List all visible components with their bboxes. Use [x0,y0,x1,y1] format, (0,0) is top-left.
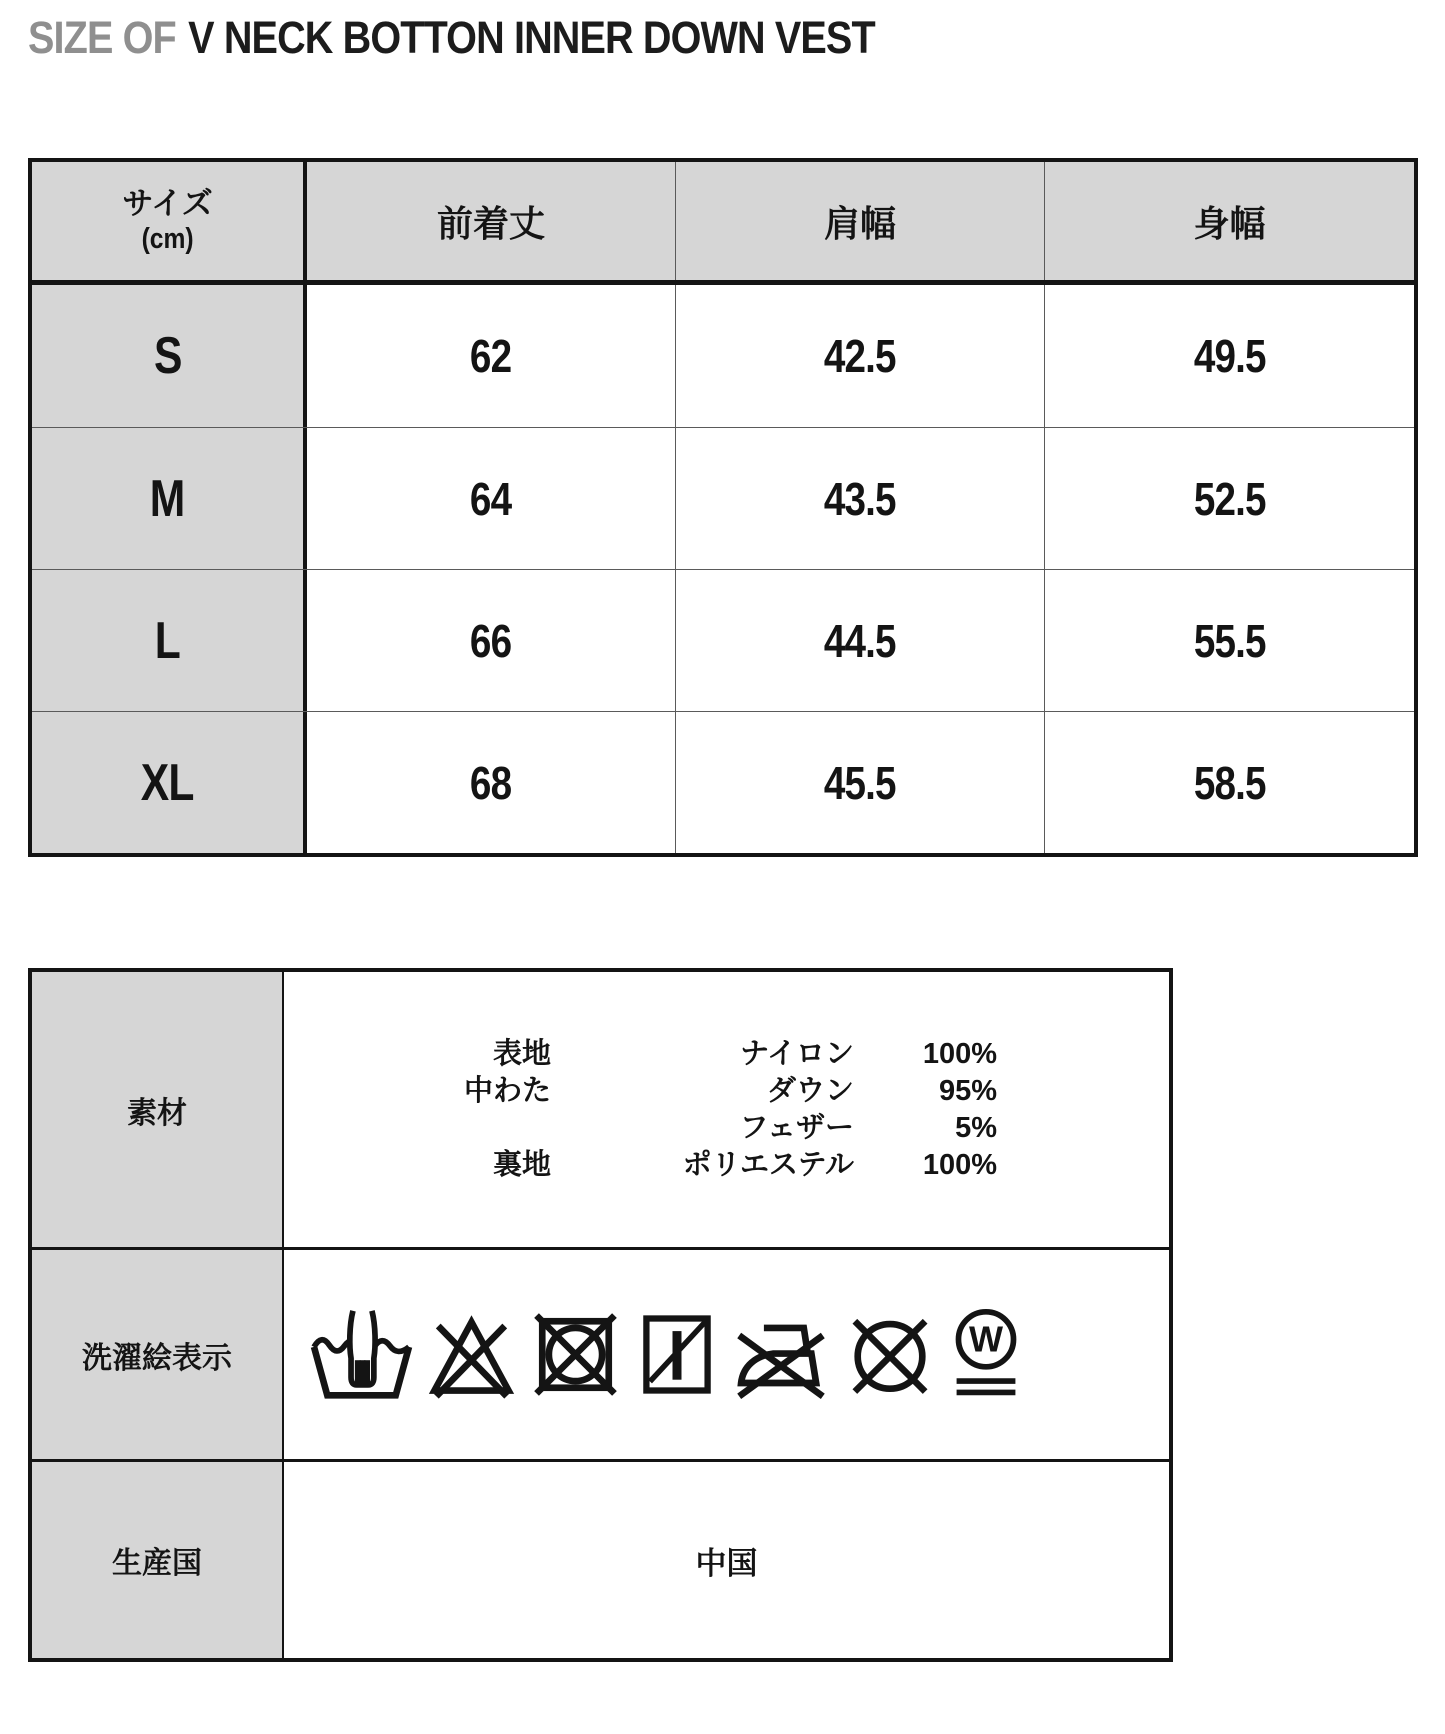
country-row [32,1459,1169,1658]
material-percent: 95% [938,1074,997,1107]
material-layer: 表地 [492,1037,551,1070]
care-symbols-row [32,1247,1169,1459]
do-not-bleach-icon [424,1307,519,1402]
size-table [28,158,1418,857]
material-row [32,972,1169,1247]
shoulder-width-value: 44.5 [824,614,896,667]
title-product-name: V NECK BOTTON INNER DOWN VEST [188,12,875,63]
page-title [28,12,875,64]
front-length-value: 62 [470,330,512,382]
size-table-header-row [32,162,1414,285]
body-width-value: 49.5 [1193,330,1266,382]
hand-wash-icon [308,1307,415,1402]
front-length-value: 68 [470,756,512,809]
size-name: XL [141,753,194,812]
material-component: ダウン [766,1074,854,1107]
size-name: S [153,327,182,385]
wet-cleaning-letter: W [968,1318,1004,1360]
shoulder-width-value: 42.5 [824,330,896,382]
material-layer: 裏地 [492,1148,551,1181]
material-component: フェザー [739,1111,854,1144]
size-label: サイズ [122,186,213,221]
country-label: 生産国 [32,1462,284,1658]
size-row-xl [32,711,1414,853]
header-cell-body-width: 身幅 [1045,162,1414,280]
care-symbols-label: 洗濯絵表示 [32,1250,284,1459]
body-width-value: 55.5 [1193,614,1266,667]
size-row-l [32,569,1414,711]
material-percent: 100% [922,1037,997,1070]
header-cell-front-length: 前着丈 [307,162,676,280]
material-layer [284,1110,551,1147]
do-not-iron-icon [731,1307,831,1402]
details-table [28,968,1173,1662]
front-length-value: 66 [470,614,512,667]
title-prefix: SIZE OF [28,12,176,63]
shoulder-width-value: 43.5 [824,472,896,525]
material-component: ナイロン [740,1037,854,1070]
care-symbols [308,1307,1023,1402]
header-cell-shoulder-width: 肩幅 [676,162,1045,280]
material-label: 素材 [32,972,284,1247]
material-layer: 中わた [463,1074,551,1107]
do-not-tumble-dry-icon [528,1307,623,1402]
do-not-dry-clean-icon [840,1307,940,1402]
shoulder-width-value: 45.5 [824,756,896,809]
material-composition [284,1036,997,1184]
body-width-value: 58.5 [1193,756,1266,809]
material-percent: 100% [922,1148,997,1181]
front-length-value: 64 [470,472,512,525]
size-name: L [154,611,181,670]
size-name: M [150,469,185,528]
size-row-s [32,285,1414,427]
material-component: ポリエステル [682,1148,854,1181]
size-unit-label: (cm) [141,223,194,255]
country-value: 中国 [695,1545,758,1581]
size-row-m [32,427,1414,569]
line-dry-in-shade-icon [632,1307,722,1402]
wet-cleaning-gentle-icon [949,1307,1023,1402]
body-width-value: 52.5 [1193,472,1266,525]
material-percent: 5% [955,1111,997,1144]
header-cell-size-unit [32,162,307,280]
